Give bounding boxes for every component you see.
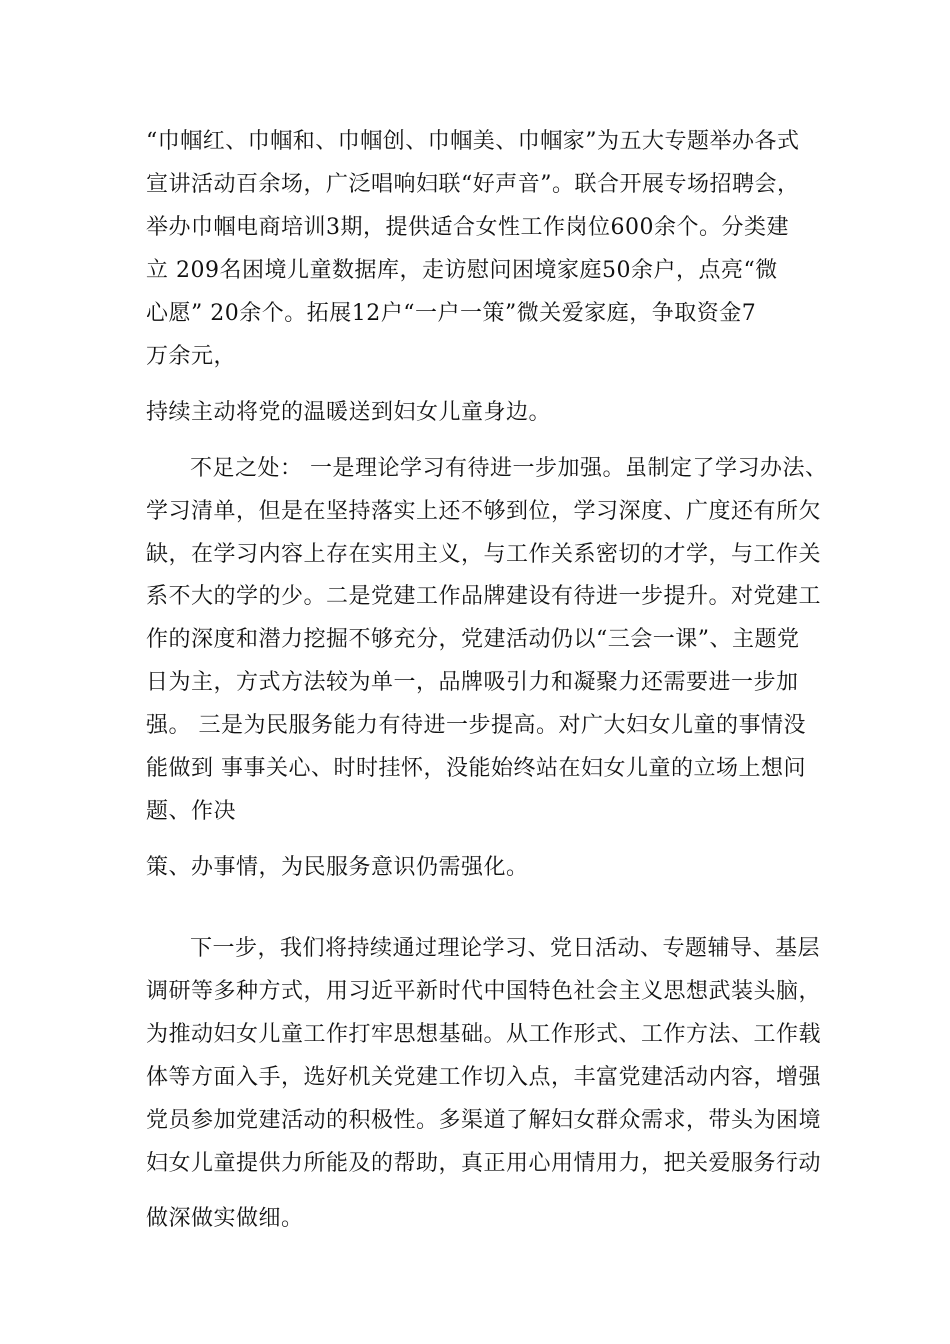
text-line: 立 209名困境儿童数据库，走访慰问困境家庭50余户，点亮“微: [146, 258, 778, 283]
text-line: 策、办事情，为民服务意识仍需强化。: [146, 855, 529, 880]
text-line: 下一步，我们将持续通过理论学习、党日活动、专题辅导、基层: [190, 936, 821, 961]
text-line: 妇女儿童提供力所能及的帮助，真正用心用情用力，把关爱服务行动: [146, 1151, 822, 1176]
text-line: 体等方面入手，选好机关党建工作切入点，丰富党建活动内容，增强: [146, 1065, 822, 1090]
text-line: 日为主，方式方法较为单一，品牌吸引力和凝聚力还需要进一步加: [146, 670, 799, 695]
text-line: 系不大的学的少。二是党建工作品牌建设有待进一步提升。对党建工: [146, 584, 822, 609]
text-line: 作的深度和潜力挖掘不够充分，党建活动仍以“三会一课”、主题党: [146, 627, 800, 652]
text-line: 党员参加党建活动的积极性。多渠道了解妇女群众需求，带头为困境: [146, 1108, 822, 1133]
text-line: 举办巾帼电商培训3期，提供适合女性工作岗位600余个。分类建: [146, 215, 789, 240]
text-line: 缺，在学习内容上存在实用主义，与工作关系密切的才学，与工作关: [146, 542, 822, 567]
text-line: 学习清单，但是在坚持落实上还不够到位，学习深度、广度还有所欠: [146, 499, 822, 524]
text-line: 心愿” 20余个。拓展12户“一户一策”微关爱家庭，争取资金7: [146, 301, 757, 326]
text-line: “巾帼红、巾帼和、巾帼创、巾帼美、巾帼家”为五大专题举办各式: [146, 129, 800, 154]
text-line: 调研等多种方式，用习近平新时代中国特色社会主义思想武装头脑，: [146, 979, 822, 1004]
text-line: 宣讲活动百余场，广泛唱响妇联“好声音”。联合开展专场招聘会，: [146, 172, 800, 197]
text-line: 不足之处： 一是理论学习有待进一步加强。虽制定了学习办法、: [190, 456, 828, 481]
text-line: 为推动妇女儿童工作打牢思想基础。从工作形式、工作方法、工作载: [146, 1022, 822, 1047]
text-line: 万余元，: [146, 344, 237, 369]
text-line: 持续主动将党的温暖送到妇女儿童身边。: [146, 400, 552, 425]
text-line: 题、作决: [146, 799, 237, 824]
text-line: 做深做实做细。: [146, 1206, 304, 1231]
text-line: 强。 三是为民服务能力有待进一步提高。对广大妇女儿童的事情没: [146, 713, 806, 738]
text-line: 能做到 事事关心、时时挂怀，没能始终站在妇女儿童的立场上想问: [146, 756, 806, 781]
